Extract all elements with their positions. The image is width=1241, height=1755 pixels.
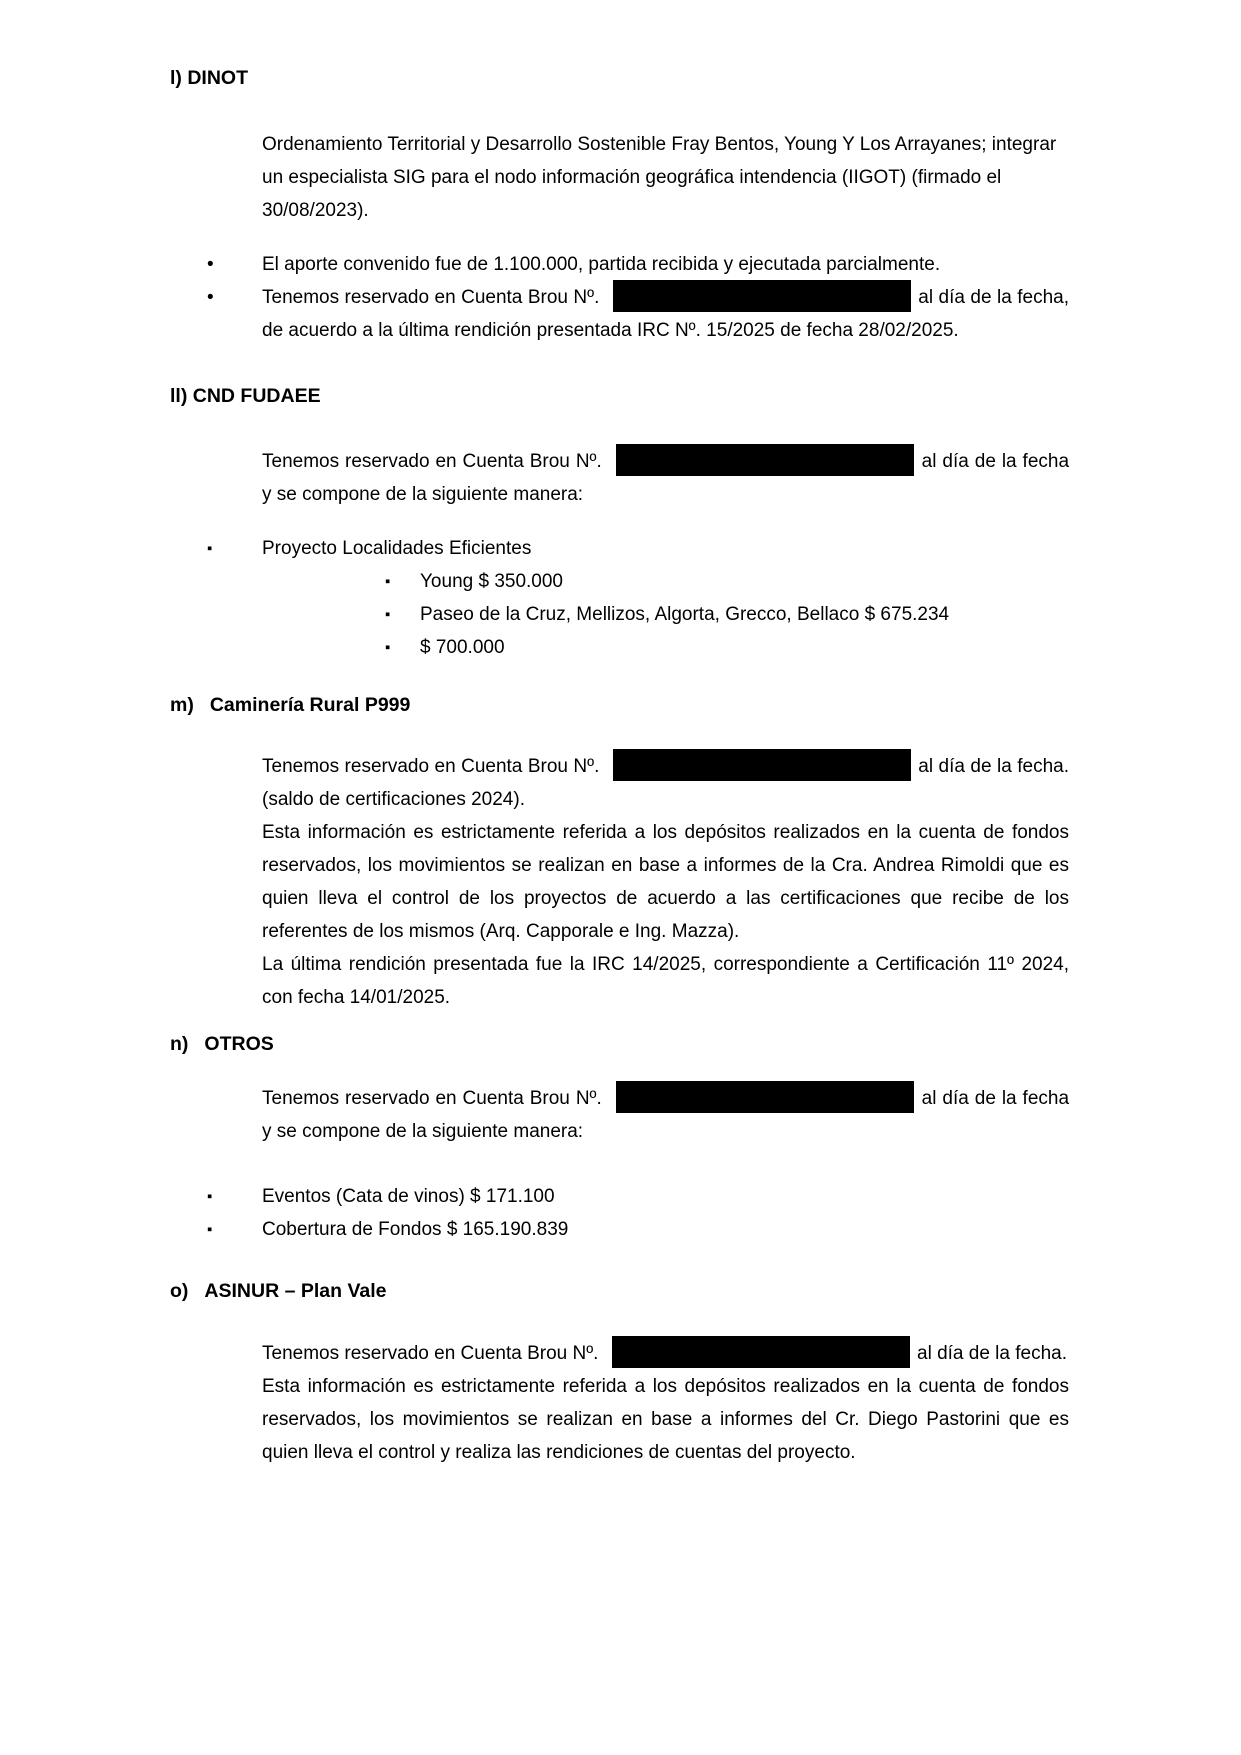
bullet-icon: ▪ bbox=[207, 1221, 213, 1238]
redaction-bar bbox=[616, 1081, 914, 1113]
redaction-bar bbox=[612, 1336, 910, 1368]
otros-paragraph bbox=[262, 1082, 1069, 1148]
list-item bbox=[385, 565, 1069, 598]
section-heading-otros-label: n) bbox=[170, 1033, 189, 1055]
camineria-paragraph-1 bbox=[262, 750, 1069, 816]
list-item bbox=[207, 281, 1070, 347]
camineria-para2-text: Esta información es estrictamente referida a los depósitos realizados en la cuenta de fondos reservados, los movimientos se realizan en base a informes de la Cra. Andrea Rimoldi que es quien lleva el control de los proyectos de acuerdo a las certificaciones que recibe de los referentes de los mismos (Arq. Capporale e Ing. Mazza). bbox=[262, 822, 1069, 942]
bullet-icon: ▪ bbox=[207, 1188, 213, 1205]
otros-item-1: Eventos (Cata de vinos) $ 171.100 bbox=[262, 1186, 555, 1207]
section-heading-cnd-fudaee bbox=[170, 380, 1069, 413]
section-heading-asinur bbox=[170, 1275, 1069, 1308]
dinot-bullet-1-text: El aporte convenido fue de 1.100.000, partida recibida y ejecutada parcialmente. bbox=[262, 254, 941, 275]
asinur-paragraph-2 bbox=[262, 1370, 1069, 1469]
cnd-fudaee-list bbox=[207, 532, 1069, 664]
section-heading-camineria-title: Caminería Rural P999 bbox=[209, 694, 411, 716]
dinot-bullet-2-after: al día de la fecha, de acuerdo a la última rendición presentada IRC Nº. 15/2025 de fecha 28/02/2025. bbox=[262, 287, 1070, 341]
asinur-paragraph-1 bbox=[262, 1337, 1069, 1370]
section-heading-camineria bbox=[170, 689, 1069, 722]
cnd-fudaee-list-title: Proyecto Localidades Eficientes bbox=[262, 538, 532, 559]
bullet-icon: ▪ bbox=[385, 573, 391, 590]
cnd-fudaee-subitem-1: Young $ 350.000 bbox=[420, 571, 564, 592]
bullet-icon: ▪ bbox=[207, 540, 213, 557]
list-item bbox=[207, 248, 1069, 281]
camineria-para1-before: Tenemos reservado en Cuenta Brou Nº. bbox=[262, 756, 600, 777]
section-heading-cnd-fudaee-text: ll) CND FUDAEE bbox=[170, 385, 321, 407]
redaction-bar bbox=[613, 749, 911, 781]
section-heading-dinot bbox=[170, 62, 1069, 95]
list-item bbox=[207, 1180, 1069, 1213]
redaction-bar bbox=[613, 280, 911, 312]
list-item bbox=[207, 1213, 1069, 1246]
camineria-para1-after: al día de la fecha. (saldo de certificaciones 2024). bbox=[262, 756, 1070, 810]
bullet-icon: ▪ bbox=[385, 606, 391, 623]
otros-list bbox=[207, 1180, 1069, 1246]
bullet-icon: • bbox=[207, 287, 214, 308]
cnd-fudaee-paragraph bbox=[262, 445, 1069, 511]
section-heading-asinur-label: o) bbox=[170, 1280, 189, 1302]
section-heading-camineria-label: m) bbox=[170, 694, 194, 716]
otros-item-2: Cobertura de Fondos $ 165.190.839 bbox=[262, 1219, 569, 1240]
otros-para-before: Tenemos reservado en Cuenta Brou Nº. bbox=[262, 1088, 602, 1109]
cnd-fudaee-para-before: Tenemos reservado en Cuenta Brou Nº. bbox=[262, 451, 602, 472]
dinot-bullet-2-before: Tenemos reservado en Cuenta Brou Nº. bbox=[262, 287, 600, 308]
otros-para-after: al día de la fecha y se compone de la siguiente manera: bbox=[262, 1088, 1070, 1142]
cnd-fudaee-para-after: al día de la fecha y se compone de la siguiente manera: bbox=[262, 451, 1070, 505]
list-item bbox=[207, 532, 1069, 565]
asinur-para1-after: al día de la fecha. bbox=[917, 1343, 1068, 1364]
dinot-bullet-list bbox=[207, 248, 1070, 347]
camineria-paragraph-3 bbox=[262, 948, 1069, 1014]
dinot-intro-text: Ordenamiento Territorial y Desarrollo Sostenible Fray Bentos, Young Y Los Arrayanes; integrar un especialista SIG para el nodo información geográfica intendencia (IIGOT) (firmado el 30/08/2023). bbox=[262, 134, 1057, 221]
section-heading-otros-title: OTROS bbox=[204, 1033, 274, 1055]
camineria-paragraph-2 bbox=[262, 816, 1069, 948]
list-item bbox=[385, 598, 1069, 631]
list-item bbox=[385, 631, 1069, 664]
asinur-para2-text: Esta información es estrictamente referida a los depósitos realizados en la cuenta de fondos reservados, los movimientos se realizan en base a informes del Cr. Diego Pastorini que es quien lleva el control y realiza las rendiciones de cuentas del proyecto. bbox=[262, 1376, 1069, 1463]
section-heading-otros bbox=[170, 1028, 1069, 1061]
redaction-bar bbox=[616, 444, 914, 476]
cnd-fudaee-subitem-3: $ 700.000 bbox=[420, 637, 505, 658]
cnd-fudaee-subitem-2: Paseo de la Cruz, Mellizos, Algorta, Grecco, Bellaco $ 675.234 bbox=[420, 604, 950, 625]
section-heading-dinot-text: l) DINOT bbox=[170, 67, 248, 89]
asinur-para1-before: Tenemos reservado en Cuenta Brou Nº. bbox=[262, 1343, 599, 1364]
dinot-intro-paragraph bbox=[262, 128, 1069, 227]
section-heading-asinur-title: ASINUR – Plan Vale bbox=[204, 1280, 387, 1302]
bullet-icon: • bbox=[207, 254, 214, 275]
bullet-icon: ▪ bbox=[385, 639, 391, 656]
camineria-para3-text: La última rendición presentada fue la IRC 14/2025, correspondiente a Certificación 11º 2024, con fecha 14/01/2025. bbox=[262, 954, 1069, 1008]
